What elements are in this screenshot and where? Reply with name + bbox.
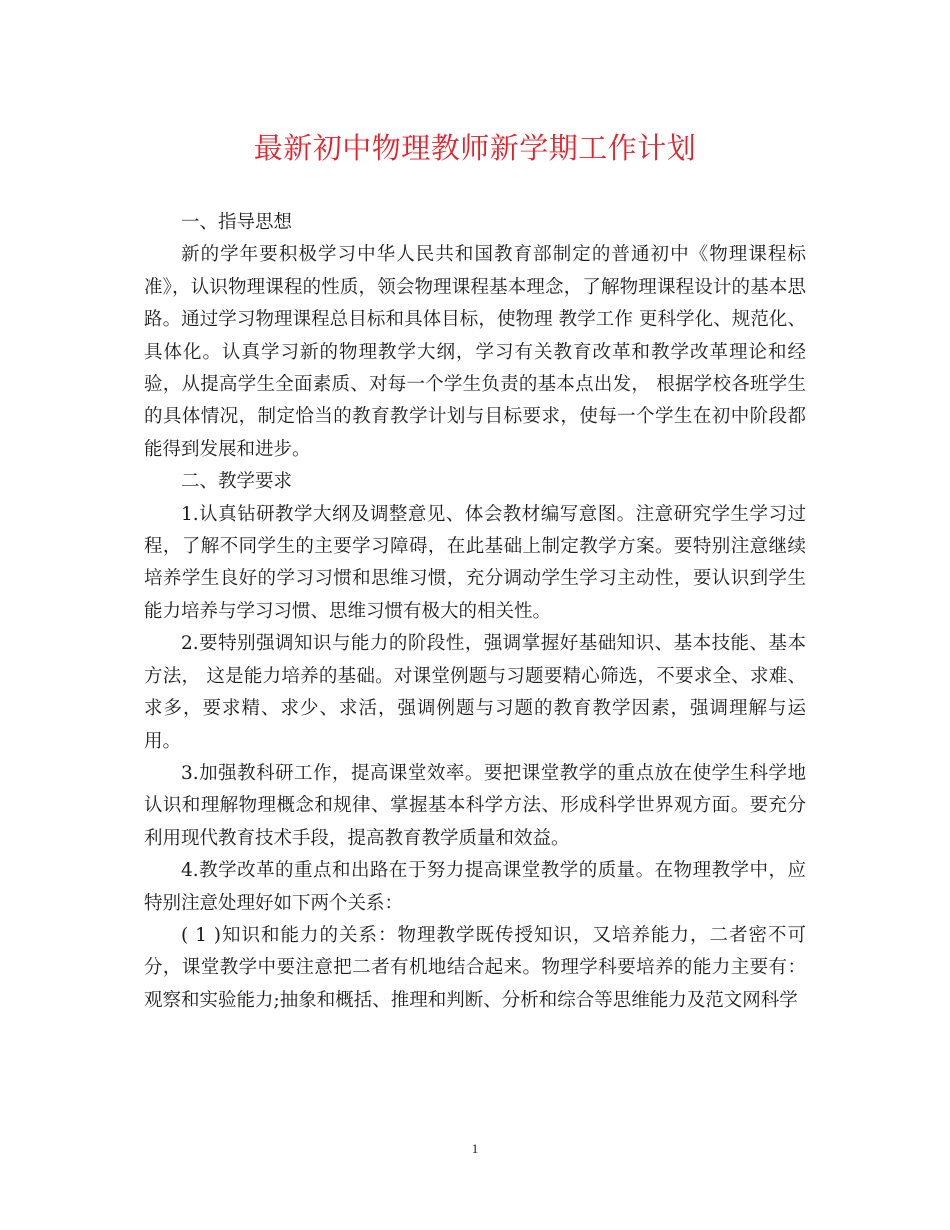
section-heading-teaching-requirements: 二、教学要求	[181, 471, 293, 493]
paragraph-requirement-2: 2.要特别强调知识与能力的阶段性，强调掌握好基础知识、基本技能、基本方法， 这是能力培养的基础。对课堂例题与习题要精心筛选，不要求全、求难、求多，要求精、求少、求活，强调例题与习题的教育教学因素，强调理解与运用。	[144, 633, 806, 752]
paragraph-requirement-3: 3.加强教科研工作，提高课堂效率。要把课堂教学的重点放在使学生科学地认识和理解物理概念和规律、掌握基本科学方法、形成科学世界观方面。要充分利用现代教育技术手段，提高教育教学质量和效益。	[144, 762, 806, 849]
paragraph-relationship-1: ( 1 )知识和能力的关系：物理教学既传授知识，又培养能力，二者密不可分，课堂教学中要注意把二者有机地结合起来。物理学科要培养的能力主要有：观察和实验能力;抽象和概括、推理和判断、分析和综合等思维能力及范文网科学	[144, 924, 806, 1011]
page-number: 1	[471, 1141, 479, 1156]
paragraph-requirement-4: 4.教学改革的重点和出路在于努力提高课堂教学的质量。在物理教学中，应特别注意处理好如下两个关系：	[144, 860, 806, 914]
document-title: 最新初中物理教师新学期工作计划	[253, 131, 697, 165]
section-heading-guiding-ideology: 一、指导思想	[181, 212, 293, 233]
paragraph-guiding-ideology: 新的学年要积极学习中华人民共和国教育部制定的普通初中《物理课程标准》，认识物理课程的性质，领会物理课程基本理念，了解物理课程设计的基本思路。通过学习物理课程总目标和具体目标，使物理 教学工作 更科学化、规范化、具体化。认真学习新的物理教学大纲，学习有关教育改革和教学改革理论和经验，从提高学生全面素质、对每一个学生负责的基本点出发， 根据学校各班学生的具体情况，制定恰当的教育教学计划与目标要求，使每一个学生在初中阶段都能得到发展和进步。	[144, 244, 806, 460]
paragraph-requirement-1: 1.认真钻研教学大纲及调整意见、体会教材编写意图。注意研究学生学习过程，了解不同学生的主要学习障碍，在此基础上制定教学方案。要特别注意继续培养学生良好的学习习惯和思维习惯，充分调动学生学习主动性，要认识到学生能力培养与学习习惯、思维习惯有极大的相关性。	[144, 503, 806, 622]
document-body	[144, 207, 806, 1017]
